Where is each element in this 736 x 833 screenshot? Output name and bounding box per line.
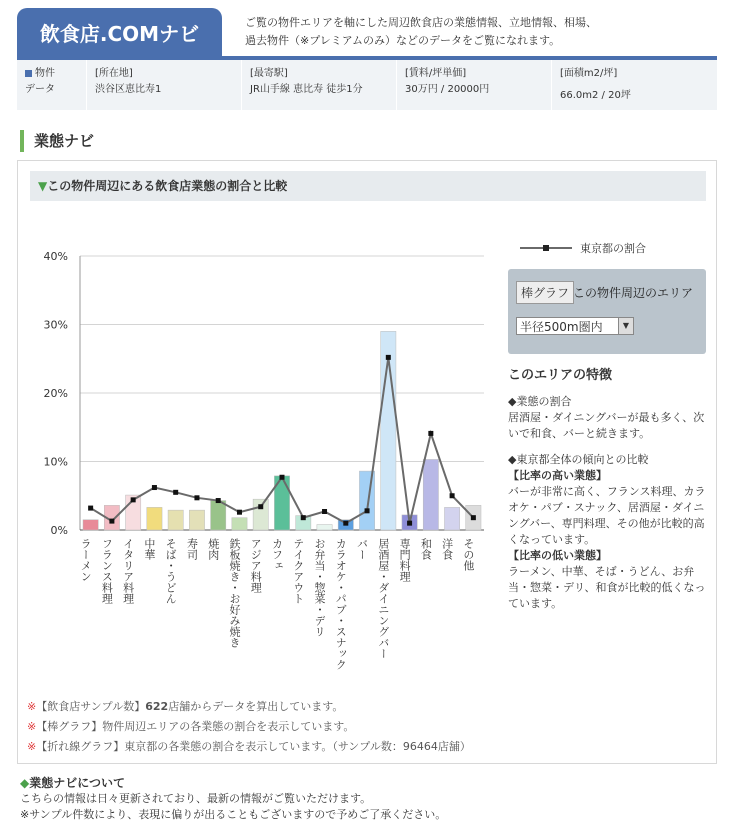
tokyo-point — [343, 521, 348, 526]
area-feature — [508, 368, 708, 612]
y-tick-label: 40% — [43, 250, 68, 263]
x-tick-label: テイクアウト — [291, 538, 305, 604]
about-title: ◆業態ナビについて — [20, 776, 125, 790]
bar — [253, 499, 268, 530]
info-label: [面積m2/坪] — [560, 68, 618, 79]
business-type-chart — [20, 230, 500, 670]
legend-label: 東京都の割合 — [580, 242, 646, 255]
chart-notes — [27, 697, 471, 757]
bar — [423, 459, 438, 530]
tokyo-point — [173, 490, 178, 495]
low-heading: 【比率の低い業態】 — [508, 549, 607, 562]
tokyo-point — [194, 495, 199, 500]
bar — [147, 507, 162, 530]
info-station — [242, 60, 397, 110]
radius-select[interactable] — [516, 317, 634, 335]
bar — [359, 471, 374, 530]
info-label: 物件 — [35, 68, 55, 79]
x-tick-label: 専門料理 — [398, 538, 412, 582]
property-info-bar — [17, 60, 717, 110]
info-value: データ — [25, 84, 55, 95]
tokyo-point — [407, 521, 412, 526]
x-tick-label: フランス料理 — [100, 538, 114, 604]
note-sample: ※【飲食店サンプル数】622店舗からデータを算出しています。 — [27, 700, 344, 713]
tokyo-point — [88, 506, 93, 511]
info-value: 渋谷区恵比寿1 — [95, 84, 162, 95]
y-tick-label: 0% — [50, 524, 68, 537]
tokyo-point — [471, 515, 476, 520]
tokyo-point — [386, 355, 391, 360]
x-tick-label: イタリア料理 — [121, 538, 135, 604]
chart-legend — [518, 240, 646, 256]
y-tick-label: 10% — [43, 455, 68, 469]
info-value: JR山手線 恵比寿 徒歩1分 — [250, 84, 363, 95]
share-text: 居酒屋・ダイニングバーが最も多く、次いで和食、バーと続きます。 — [508, 411, 705, 440]
info-area — [552, 60, 717, 110]
x-tick-label: アジア料理 — [249, 538, 263, 593]
tokyo-point — [301, 515, 306, 520]
high-heading: 【比率の高い業態】 — [508, 469, 607, 482]
x-tick-label: お弁当・惣菜・デリ — [313, 538, 327, 637]
tokyo-point — [322, 509, 327, 514]
info-property — [17, 60, 87, 110]
bar — [232, 518, 247, 530]
area-label: この物件周辺のエリア — [573, 286, 694, 300]
triangle-down-icon: ▼ — [38, 179, 48, 193]
tokyo-point — [258, 504, 263, 509]
tokyo-point — [450, 493, 455, 498]
about-line-2: ※サンプル件数により、表現に偏りが出ることもございますので予めご了承ください。 — [20, 808, 447, 821]
x-tick-label: 和食 — [419, 538, 433, 560]
intro-line-2: 過去物件（※プレミアムのみ）などのデータをご覧になれます。 — [245, 34, 561, 47]
radius-select-value: 半径500m圏内 — [520, 320, 603, 334]
info-label: [賃料/坪単価] — [405, 68, 467, 79]
info-value: 66.0m2 / 20坪 — [560, 90, 631, 101]
y-tick-label: 20% — [43, 387, 68, 400]
intro-text — [245, 14, 715, 50]
x-tick-label: 寿司 — [185, 538, 199, 560]
bar — [168, 510, 183, 530]
tokyo-point — [428, 431, 433, 436]
tokyo-point — [280, 475, 285, 480]
x-tick-label: 焼肉 — [206, 538, 220, 560]
x-tick-label: 洋食 — [440, 538, 454, 560]
dropdown-arrow-icon[interactable]: ▼ — [618, 318, 633, 334]
tokyo-point — [365, 508, 370, 513]
compare-heading: ◆東京都全体の傾向との比較 — [508, 453, 649, 466]
tokyo-point — [152, 485, 157, 490]
feature-title: このエリアの特徴 — [508, 368, 613, 383]
section-title: 業態ナビ — [20, 130, 94, 152]
bar-graph-button[interactable]: 棒グラフ — [516, 281, 574, 304]
info-address — [87, 60, 242, 110]
low-text: ラーメン、中華、そば・うどん、お弁当・惣菜・デリ、和食が比較的低くなっています。 — [508, 565, 706, 610]
bar — [317, 525, 332, 530]
panel-header-title: この物件周辺にある飲食店業態の割合と比較 — [47, 179, 288, 193]
tokyo-point — [237, 510, 242, 515]
info-label: [所在地] — [95, 68, 133, 79]
info-value: 30万円 / 20000円 — [405, 84, 490, 95]
share-heading: ◆業態の割合 — [508, 395, 572, 408]
diamond-icon: ◆ — [20, 776, 30, 790]
bar — [189, 510, 204, 530]
site-logo[interactable]: 飲食店.COMナビ — [17, 8, 222, 56]
x-tick-label: そば・うどん — [164, 538, 178, 604]
x-tick-label: その他 — [461, 538, 475, 571]
tokyo-point — [131, 497, 136, 502]
x-tick-label: バー — [355, 538, 369, 560]
x-tick-label: 鉄板焼き・お好み焼き — [227, 538, 241, 648]
high-text: バーが非常に高く、フランス料理、カラオケ・パブ・スナック、居酒屋・ダイニングバー、専門料理、その他が比較的高くなっています。 — [508, 485, 706, 546]
bar — [211, 501, 226, 530]
intro-line-1: ご覧の物件エリアを軸にした周辺飲食店の業態情報、立地情報、相場、 — [245, 16, 597, 29]
about-section — [20, 775, 446, 823]
panel-header — [30, 171, 706, 201]
chart-control-box — [508, 269, 706, 354]
info-label: [最寄駅] — [250, 68, 288, 79]
x-tick-label: カラオケ・パブ・スナック — [334, 538, 348, 670]
note-line: ※【折れ線グラフ】東京都の各業態の割合を表示しています。（サンプル数：96464店舗） — [27, 740, 471, 753]
bar — [83, 520, 98, 530]
legend-line-icon — [518, 243, 574, 253]
square-icon — [25, 70, 32, 77]
x-tick-label: 中華 — [142, 538, 156, 560]
tokyo-point — [109, 519, 114, 524]
tokyo-point — [216, 498, 221, 503]
y-tick-label: 30% — [43, 318, 68, 332]
x-tick-label: 居酒屋・ダイニングバー — [376, 538, 390, 659]
x-tick-label: ラーメン — [79, 538, 93, 582]
note-bar: ※【棒グラフ】物件周辺エリアの各業態の割合を表示しています。 — [27, 720, 355, 733]
info-rent — [397, 60, 552, 110]
about-line-1: こちらの情報は日々更新されており、最新の情報がご覧いただけます。 — [20, 792, 372, 805]
x-tick-label: カフェ — [270, 538, 284, 571]
bar — [444, 507, 459, 530]
